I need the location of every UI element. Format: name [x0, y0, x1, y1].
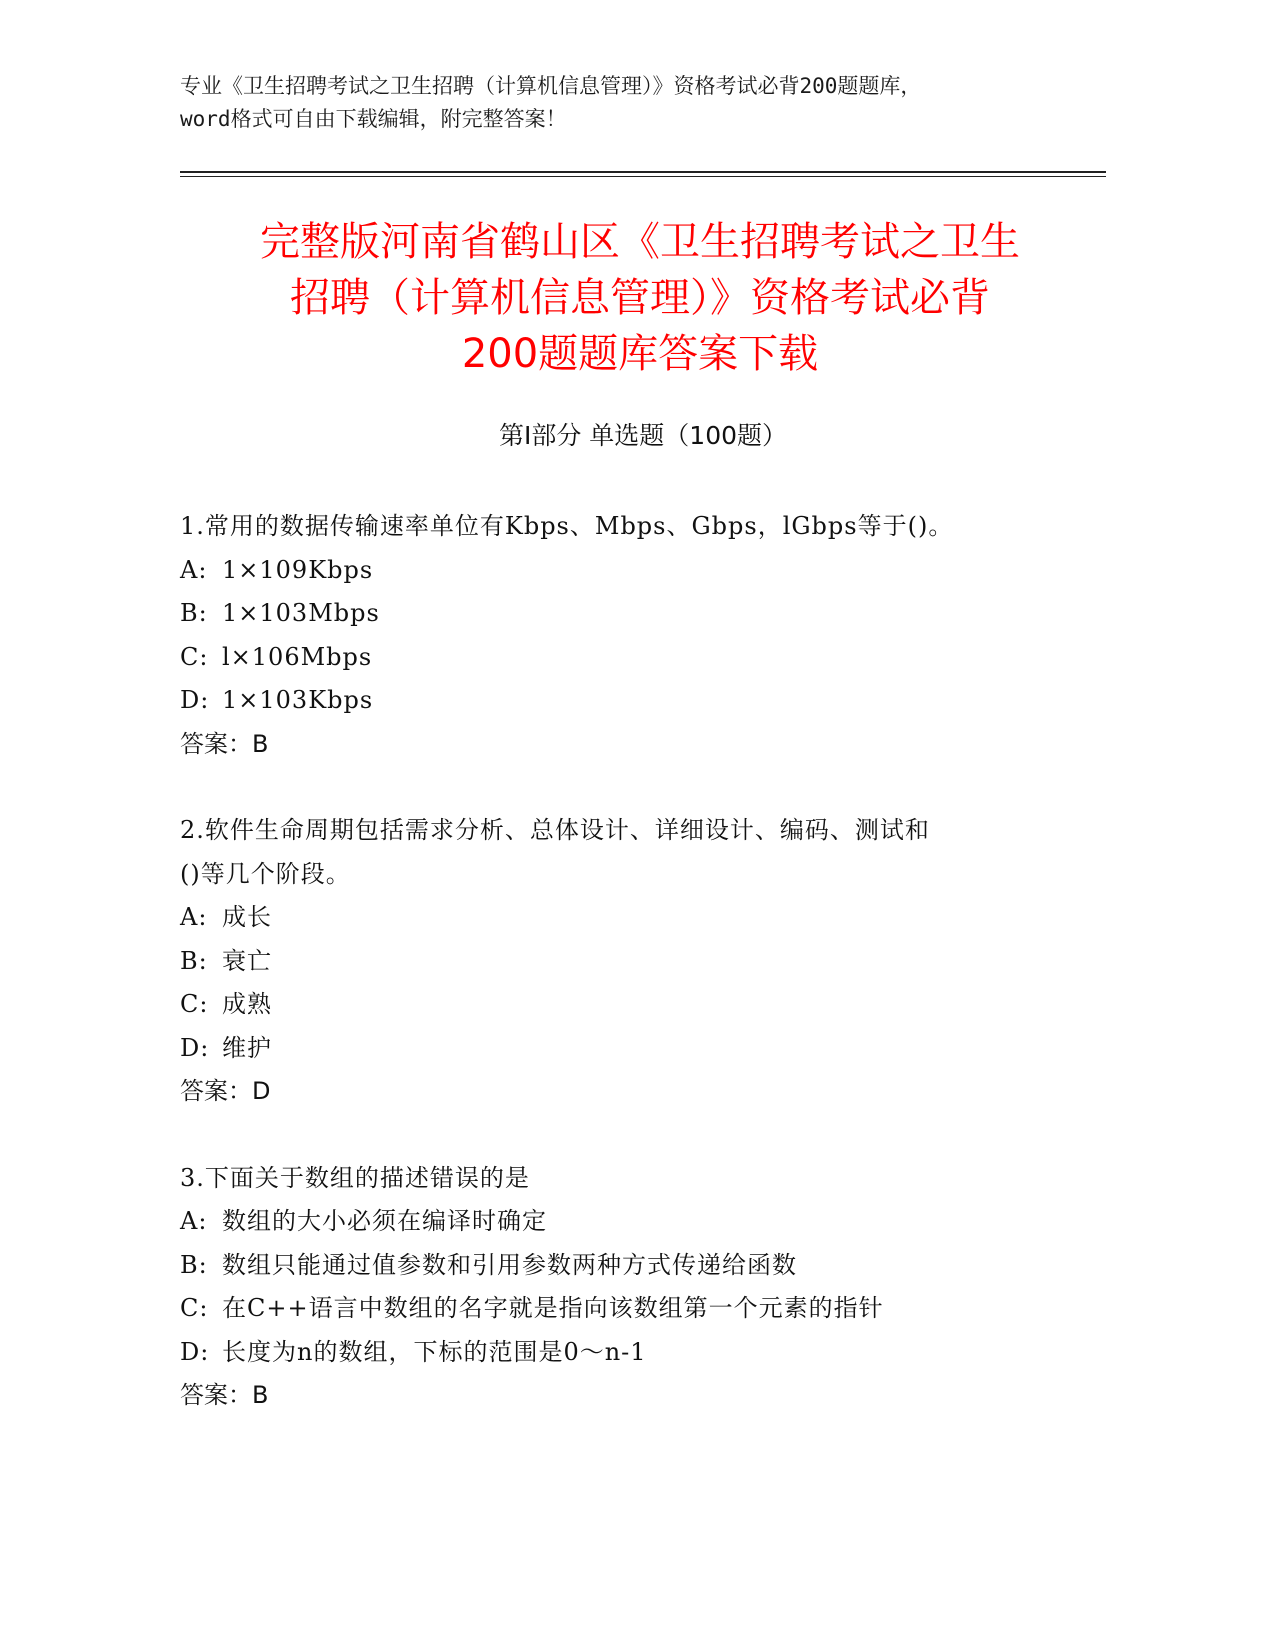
option-text: 在C++语言中数组的名字就是指向该数组第一个元素的指针: [222, 1294, 884, 1322]
option-text: 数组的大小必须在编译时确定: [222, 1207, 547, 1235]
option-letter: A:: [180, 555, 208, 584]
header-rule-thin: [180, 176, 1106, 177]
option-letter: B:: [180, 599, 208, 627]
option-a: [180, 549, 1080, 593]
option-letter: C:: [180, 642, 209, 671]
question-stem: 3.下面关于数组的描述错误的是: [180, 1163, 530, 1192]
option-letter: B:: [180, 1250, 208, 1279]
option-text: 1×109Kbps: [222, 555, 374, 584]
option-text: 成熟: [222, 990, 272, 1018]
question-list: [180, 505, 1080, 1461]
option-c: [180, 1287, 1080, 1331]
question-stem: 1.常用的数据传输速率单位有Kbps、Mbps、Gbps，lGbps等于()。: [180, 512, 954, 540]
option-letter: C:: [180, 1294, 209, 1322]
option-text: 衰亡: [222, 946, 272, 975]
option-c: [180, 636, 1080, 680]
question-3: [180, 1157, 1080, 1418]
option-text: 数组只能通过值参数和引用参数两种方式传递给函数: [222, 1250, 797, 1279]
header-note: [180, 70, 1120, 136]
question-1: [180, 505, 1080, 766]
document-title-line-2: 招聘（计算机信息管理）》资格考试必背: [290, 275, 990, 321]
option-letter: A:: [180, 1207, 208, 1235]
option-a: [180, 1200, 1080, 1244]
header-note-line-2: word格式可自由下载编辑，附完整答案！: [180, 107, 567, 131]
option-letter: D:: [180, 1033, 210, 1062]
document-title-line-1: 完整版河南省鹤山区《卫生招聘考试之卫生: [260, 219, 1020, 265]
option-letter: D:: [180, 686, 210, 714]
option-text: 维护: [222, 1033, 272, 1062]
option-text: 1×103Mbps: [222, 599, 380, 627]
option-letter: D:: [180, 1337, 210, 1366]
answer-line: 答案：B: [180, 729, 269, 758]
option-text: 成长: [222, 903, 272, 931]
header-note-line-1: 专业《卫生招聘考试之卫生招聘（计算机信息管理）》资格考试必背200题题库，: [180, 74, 922, 98]
option-text: l×106Mbps: [222, 642, 373, 671]
option-b: [180, 592, 1080, 636]
answer-line: 答案：B: [180, 1381, 269, 1409]
option-text: 1×103Kbps: [222, 686, 374, 714]
document-title: [140, 214, 1140, 382]
option-letter: B:: [180, 946, 208, 975]
question-stem-continued: ()等几个阶段。: [180, 859, 351, 888]
option-c: [180, 983, 1080, 1027]
option-d: [180, 1027, 1080, 1071]
option-b: [180, 940, 1080, 984]
option-a: [180, 896, 1080, 940]
option-text: 长度为n的数组，下标的范围是0～n-1: [222, 1337, 647, 1366]
section-heading: 第Ⅰ部分 单选题（100题）: [498, 421, 788, 450]
option-letter: C:: [180, 990, 209, 1018]
option-d: [180, 1331, 1080, 1375]
header-rule-thick: [180, 171, 1106, 173]
option-d: [180, 679, 1080, 723]
answer-line: 答案：D: [180, 1077, 271, 1105]
document-title-line-3: 200题题库答案下载: [461, 331, 819, 377]
question-2: [180, 809, 1080, 1114]
option-letter: A:: [180, 903, 208, 931]
option-b: [180, 1244, 1080, 1288]
question-stem: 2.软件生命周期包括需求分析、总体设计、详细设计、编码、测试和: [180, 816, 930, 844]
